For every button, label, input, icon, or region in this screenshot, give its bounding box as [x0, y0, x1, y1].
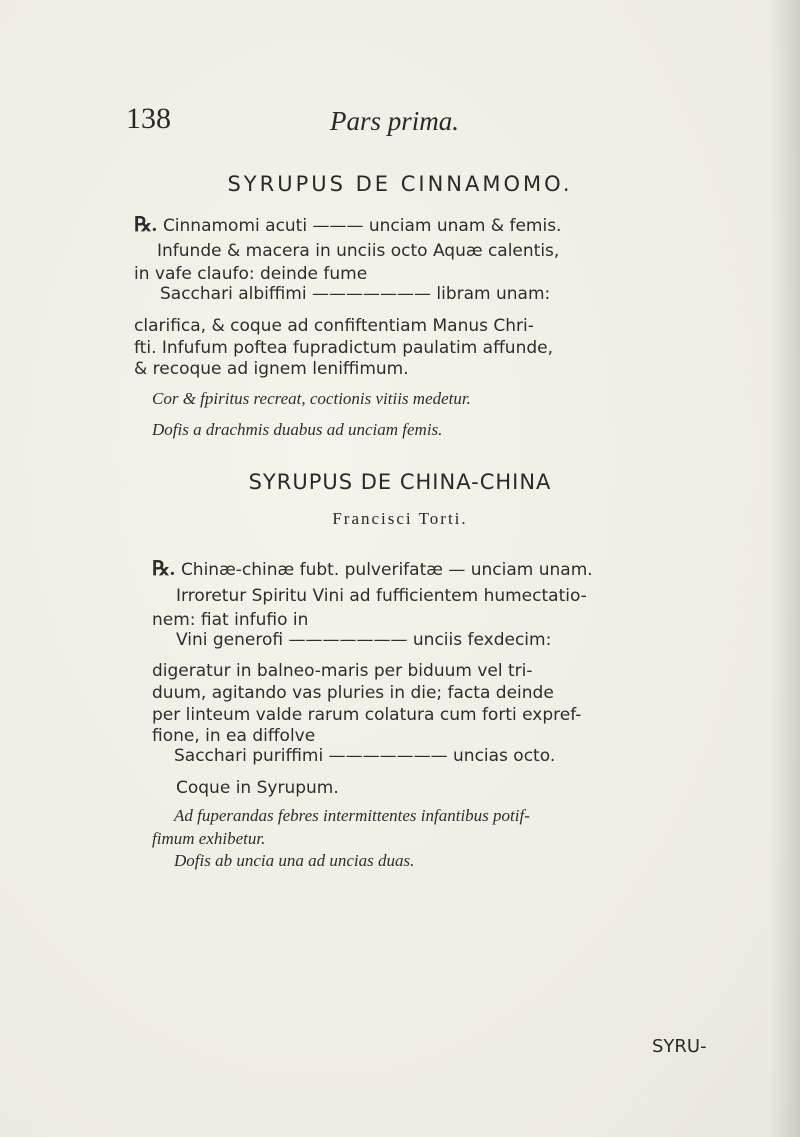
recipe-2-line-9: Sacchari puriffimi ——————— uncias octo.	[174, 746, 556, 766]
running-head: Pars prima.	[330, 106, 460, 136]
recipe-2-line-2: Irroretur Spiritu Vini ad fufficientem humectatio-	[176, 586, 587, 606]
catchword: SYRU-	[652, 1036, 707, 1057]
recipe-1-line-7: & recoque ad ignem leniffimum.	[134, 359, 409, 379]
recipe-1-dose: Dofis a drachmis duabus ad unciam femis.	[152, 420, 443, 439]
recipe-2-line-5: digeratur in balneo-maris per biduum vel tri-	[152, 661, 533, 681]
recipe-1-virtues: Cor & fpiritus recreat, coctionis vitiis medetur.	[152, 389, 471, 408]
recipe-2-line-10: Coque in Syrupum.	[176, 778, 339, 798]
recipe-1-line-3: in vafe claufo: deinde fume	[134, 264, 368, 284]
recipe-2-line-1: ℞. Chinæ-chinæ fubt. pulverifatæ — unciam unam.	[152, 558, 593, 580]
recipe-1-line-4: Sacchari albiffimi ——————— libram unam:	[160, 284, 551, 304]
recipe-1-line-6: fti. Infufum poftea fupradictum paulatim affunde,	[134, 338, 554, 358]
recipe-2-dose: Dofis ab uncia una ad uncias duas.	[174, 851, 415, 870]
page-number: 138	[126, 102, 171, 135]
recipe-2-line-3: nem: fiat infufio in	[152, 610, 309, 630]
page-header	[100, 98, 700, 138]
rx-symbol: ℞.	[134, 214, 157, 236]
recipe-1-line-2: Infunde & macera in unciis octo Aquæ calentis,	[157, 241, 560, 261]
recipe-2-line-6: duum, agitando vas pluries in die; facta deinde	[152, 683, 554, 703]
recipe-1-line-5: clarifica, & coque ad confiftentiam Manus Chri-	[134, 316, 534, 336]
recipe-1-line-1: ℞. Cinnamomi acuti ——— unciam unam & femis.	[134, 214, 562, 236]
recipe-2-line-4: Vini generofi ——————— unciis fexdecim:	[176, 630, 552, 650]
recipe-2-title: SYRUPUS DE CHINA-CHINA	[248, 470, 552, 494]
recipe-1-title: SYRUPUS DE CINNAMOMO.	[227, 172, 573, 196]
recipe-2-line-8: fione, in ea diffolve	[152, 726, 316, 746]
rx-symbol: ℞.	[152, 558, 175, 580]
recipe-2-virtues-2: fimum exhibetur.	[152, 829, 266, 848]
recipe-2-line-7: per linteum valde rarum colatura cum forti expref-	[152, 705, 582, 725]
recipe-2-virtues-1: Ad fuperandas febres intermittentes infantibus potif-	[174, 806, 530, 825]
recipe-2-author: Francisci Torti.	[332, 509, 468, 528]
